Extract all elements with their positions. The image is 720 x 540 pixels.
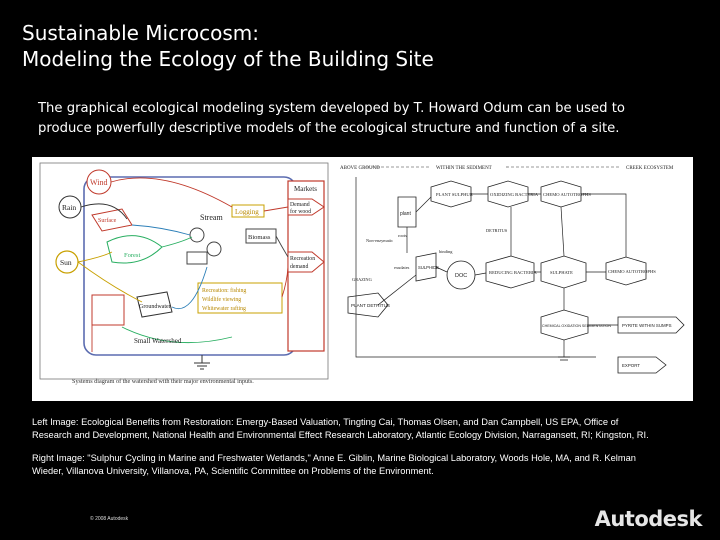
title-line-1: Sustainable Microcosm:	[22, 21, 259, 45]
forest-label: Forest	[124, 252, 141, 259]
flow-lines	[78, 178, 288, 352]
reducing-bacteria-label: REDUCING BACTERIA	[489, 270, 537, 275]
rain-label: Rain	[62, 203, 77, 212]
non-enzymatic-label: Non-enzymatic	[366, 238, 394, 243]
sulphur-diagram-svg	[336, 157, 693, 401]
intro-text	[38, 99, 688, 139]
watershed-systems-diagram	[32, 157, 336, 401]
wind-label: Wind	[90, 178, 108, 187]
soil-box	[92, 295, 124, 325]
plant-label: plant	[400, 211, 411, 217]
autodesk-logo: Autodesk	[594, 507, 702, 531]
recreation-line-2: Wildlife viewing	[202, 297, 242, 303]
doc-label: DOC	[455, 273, 468, 279]
recreation-demand-line-1: Recreation	[290, 256, 316, 262]
plant-sulphur-label: PLANT SULPHUR	[436, 192, 473, 197]
sulphur-cycling-diagram	[336, 157, 693, 401]
right-caption-line-1: Right Image: "Sulphur Cycling in Marine and Freshwater Wetlands," Anne E. Giblin, Marine Biological Laboratory, Woods Hole, MA, and R. Kelman	[32, 453, 636, 463]
demand-line-1: Demand	[290, 202, 310, 208]
copyright-notice: © 2008 Autodesk	[90, 516, 129, 522]
sun-label: Sun	[60, 258, 72, 267]
markets-label: Markets	[294, 185, 317, 193]
slide-title	[22, 20, 702, 72]
chemo-autotrophs-label: CHEMO AUTOTROPHS	[543, 192, 591, 197]
right-caption-line-2: Wieder, Villanova University, Villanova, PA, Scientific Committee on Problems of the Environment.	[32, 466, 434, 476]
left-diagram-caption: Systems diagram of the watershed with their major environmental inputs.	[72, 378, 254, 385]
left-caption-line-2: Research and Development, National Health and Environmental Effect Research Laboratory, Atlantic Ecology Division, Narragansett, RI; Kingston, RI.	[32, 430, 649, 440]
left-image-caption	[32, 416, 702, 442]
sedimentation-label: CHEMICAL OXIDATION SEDIMENTATION	[542, 324, 611, 328]
stream-node-1	[190, 228, 204, 242]
intro-line-2: produce powerfully descriptive models of the ecological structure and function of a site.	[38, 121, 620, 136]
logging-label: Logging	[235, 208, 259, 216]
grazing-label: GRAZING	[352, 277, 372, 282]
stream-label: Stream	[200, 213, 223, 222]
recreation-line-1: Recreation: fishing	[202, 288, 247, 294]
watershed-diagram-svg	[32, 157, 336, 401]
surface-label: Surface	[98, 218, 117, 224]
sulphide-label: SULPHIDE	[418, 265, 439, 270]
sulphate-label: SULPHATE	[550, 270, 573, 275]
export-label: EXPORT	[622, 363, 640, 368]
within-sediment-label: WITHIN THE SEDIMENT	[436, 166, 492, 171]
binding-label: binding	[439, 249, 453, 254]
intro-line-1: The graphical ecological modeling system developed by T. Howard Odum can be used to	[38, 101, 625, 116]
watershed-boundary	[84, 177, 296, 355]
small-watershed-label: Small Watershed	[134, 337, 182, 345]
pyrite-label: PYRITE WITHIN SUMPS	[622, 323, 672, 328]
left-caption-line-1: Left Image: Ecological Benefits from Restoration: Emergy-Based Valuation, Tingting Cai, Thomas Olsen, and Dan Campbell, US EPA, Office of	[32, 417, 619, 427]
detritus-label: DETRITUS	[486, 228, 508, 233]
demand-line-2: for wood	[290, 209, 312, 215]
plant-detritus-label: PLANT DETRITUS	[351, 303, 390, 308]
right-image-caption	[32, 452, 702, 478]
recreation-demand-line-2: demand	[290, 264, 309, 270]
diagram-frame	[40, 163, 328, 379]
above-ground-label: ABOVE GROUND	[340, 166, 380, 171]
exudates-label: exudates	[394, 265, 410, 270]
roots-label: roots	[398, 233, 407, 238]
recreation-line-3: Whitewater rafting	[202, 306, 246, 312]
creek-ecosystem-label: CREEK ECOSYSTEM	[626, 166, 674, 171]
oxidizing-bacteria-label: OXIDIZING BACTERIA	[490, 192, 539, 197]
title-line-2: Modeling the Ecology of the Building Site	[22, 47, 434, 71]
stream-node-2	[207, 242, 221, 256]
groundwater-label: Groundwater	[139, 304, 171, 310]
stream-node-3	[187, 252, 207, 264]
biomass-label: Biomass	[248, 234, 271, 241]
chemosynthesis-label: CHEMO AUTOTROPHS	[608, 269, 656, 274]
